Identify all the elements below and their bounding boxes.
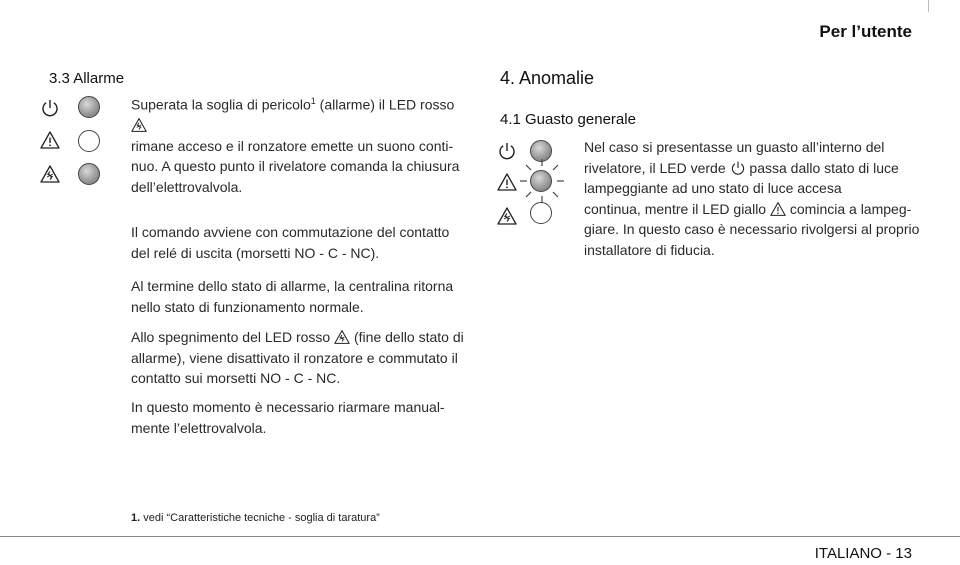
led-power-on <box>78 96 100 118</box>
footer-divider <box>0 536 960 537</box>
warning-triangle-icon <box>770 201 786 217</box>
top-edge-mark <box>928 0 929 12</box>
led-alarm-off <box>530 202 552 224</box>
page-header-title: Per l’utente <box>819 22 912 41</box>
gas-alarm-triangle-icon <box>334 329 350 345</box>
alarm-paragraph-1: Superata la soglia di pericolo$^1$ (allarme) il LED rosso rimane acceso e il ronzatore emette un suono conti- nuo. A questo punto il rivelatore comanda la chiusura dell’elettrovalvola. <box>131 96 460 195</box>
power-icon <box>730 160 746 176</box>
power-icon <box>497 141 517 161</box>
gas-alarm-triangle-icon <box>40 164 60 184</box>
alarm-paragraph-2: Il comando avviene con commutazione del contatto del relé di uscita (morsetti NO - C - NC). <box>131 224 450 261</box>
alarm-paragraph-5: In questo momento è necessario riarmare manual- mente l’elettrovalvola. <box>131 399 445 436</box>
warning-triangle-icon <box>40 130 60 150</box>
led-warning-off <box>78 130 100 152</box>
footer-page-label: ITALIANO - 13 <box>814 545 912 562</box>
led-alarm-on <box>78 163 100 185</box>
warning-triangle-icon <box>497 172 517 192</box>
anomalie-paragraph: Nel caso si presentasse un guasto all’interno del rivelatore, il LED verde passa dallo stato di luce lampeggiante ad uno stato di luce accesa continua, mentre il LED giallo comincia a lampeg- giare. In questo caso è necessario rivolgersi al proprio installatore di fiducia. <box>584 139 920 258</box>
section-anomalie-title: 4. Anomalie <box>500 68 595 88</box>
alarm-paragraph-3: Al termine dello stato di allarme, la centralina ritorna nello stato di funzionamento normale. <box>131 278 454 315</box>
power-icon <box>40 98 60 118</box>
footnote: 1. vedi “Caratteristiche tecniche - soglia di taratura” <box>131 512 380 524</box>
alarm-paragraph-4: Allo spegnimento del LED rosso (fine dello stato di allarme), viene disattivato il ronzatore e commutato il contatto sui morsetti NO - C - NC. <box>131 329 464 386</box>
gas-alarm-triangle-icon <box>497 206 517 226</box>
section-anomalie-subtitle: 4.1 Guasto generale <box>500 111 636 128</box>
led-warning-blinking <box>530 170 552 192</box>
gas-alarm-triangle-icon <box>131 117 147 133</box>
section-alarm-title: 3.3 Allarme <box>49 70 125 87</box>
